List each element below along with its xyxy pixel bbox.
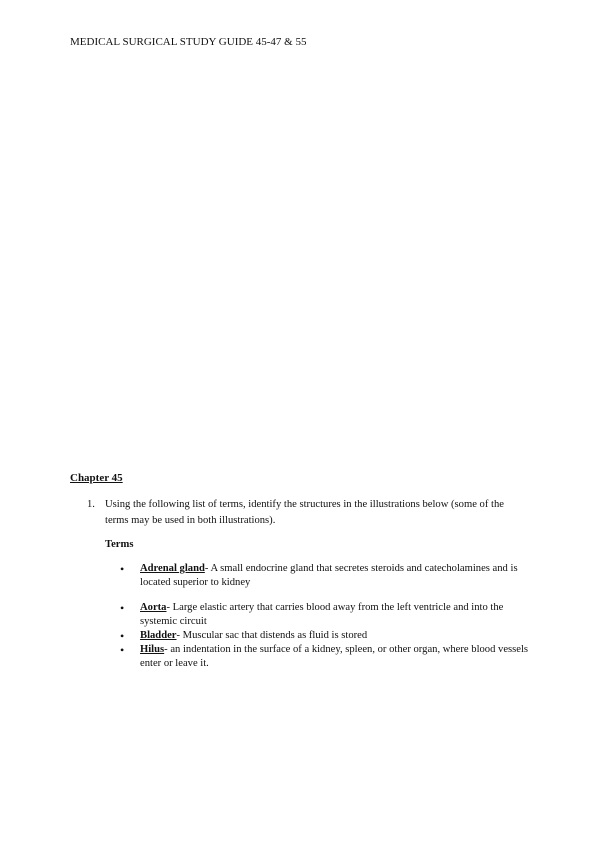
bullet-icon: • [120, 562, 125, 576]
term-definition: - Muscular sac that distends as fluid is stored [176, 630, 368, 641]
terms-heading: Terms [105, 539, 134, 550]
document-header: MEDICAL SURGICAL STUDY GUIDE 45-47 & 55 [70, 36, 307, 48]
bullet-icon: • [120, 629, 125, 643]
list-item [105, 643, 530, 671]
bullet-icon: • [120, 601, 125, 615]
term-name: Aorta [140, 602, 167, 613]
term-definition: - Large elastic artery that carries blood away from the left ventricle and into the systemic circuit [140, 602, 504, 627]
term-name: Hilus [140, 644, 165, 655]
question-item [70, 497, 530, 528]
term-definition: - an indentation in the surface of a kidney, spleen, or other organ, where blood vessels enter or leave it. [140, 644, 529, 669]
term-list [105, 562, 530, 671]
list-item [105, 629, 530, 643]
list-item [105, 562, 530, 590]
question-text: Using the following list of terms, identify the structures in the illustrations below (some of the terms may be used in both illustrations). [105, 499, 504, 526]
term-definition: - A small endocrine gland that secretes steroids and catecholamines and is located superior to kidney [140, 563, 518, 588]
term-name: Adrenal gland [140, 563, 205, 574]
question-number: 1. [87, 499, 95, 510]
term-name: Bladder [140, 630, 177, 641]
list-item [105, 601, 530, 629]
bullet-icon: • [120, 643, 125, 657]
chapter-title: Chapter 45 [70, 472, 123, 484]
